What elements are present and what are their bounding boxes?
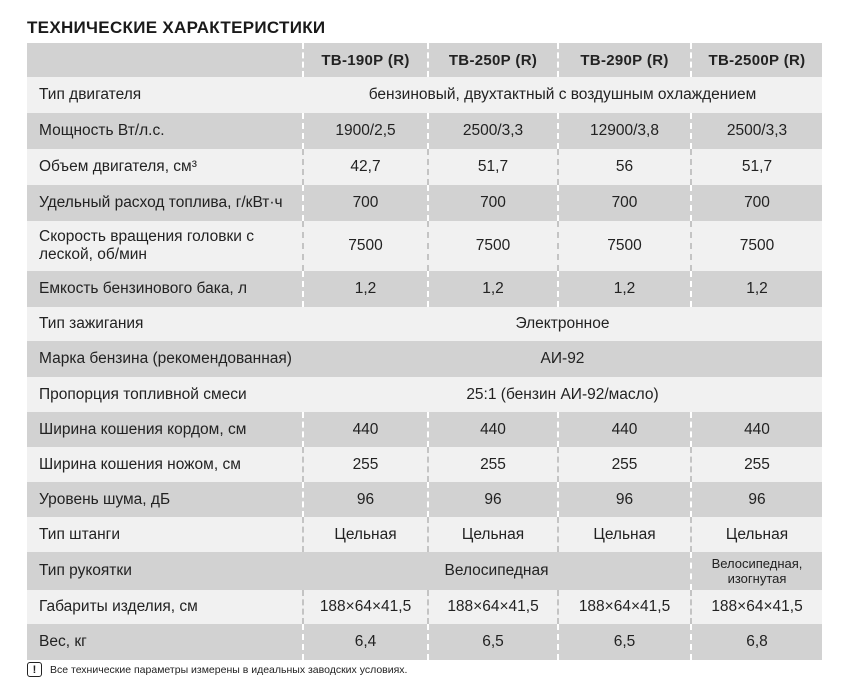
cell-value: 2500/3,3	[691, 113, 822, 149]
model-header: ТВ-190Р (R)	[303, 43, 428, 77]
cell-value	[691, 552, 822, 590]
cell-value-line: изогнутая	[727, 571, 787, 586]
row-label: Емкость бензинового бака, л	[27, 271, 303, 307]
table-row	[27, 113, 822, 149]
cell-value: 255	[428, 447, 558, 482]
row-value: бензиновый, двухтактный с воздушным охлаждением	[303, 77, 822, 113]
model-header: ТВ-250Р (R)	[428, 43, 558, 77]
header-empty-cell	[27, 43, 303, 77]
table-row	[27, 447, 822, 482]
cell-value: 96	[428, 482, 558, 517]
cell-value: 42,7	[303, 149, 428, 185]
table-header-row	[27, 43, 822, 77]
cell-value: 96	[558, 482, 691, 517]
cell-value: 6,8	[691, 624, 822, 660]
row-label: Габариты изделия, см	[27, 590, 303, 624]
cell-value: 2500/3,3	[428, 113, 558, 149]
row-label: Удельный расход топлива, г/кВт·ч	[27, 185, 303, 221]
cell-value: 440	[428, 412, 558, 447]
row-value: АИ-92	[303, 341, 822, 377]
cell-value: 7500	[691, 221, 822, 271]
table-row	[27, 377, 822, 412]
cell-value: 51,7	[691, 149, 822, 185]
table-row	[27, 149, 822, 185]
row-label: Объем двигателя, см³	[27, 149, 303, 185]
row-label: Тип зажигания	[27, 307, 303, 341]
row-value: Электронное	[303, 307, 822, 341]
table-row	[27, 221, 822, 271]
cell-value: 188×64×41,5	[303, 590, 428, 624]
table-row	[27, 412, 822, 447]
row-label-line: леской, об/мин	[39, 246, 147, 263]
page-title: ТЕХНИЧЕСКИЕ ХАРАКТЕРИСТИКИ	[27, 18, 326, 37]
cell-value: Цельная	[303, 517, 428, 552]
cell-value: 7500	[303, 221, 428, 271]
row-label-line: Скорость вращения головки с	[39, 228, 254, 245]
row-label: Уровень шума, дБ	[27, 482, 303, 517]
table-row	[27, 271, 822, 307]
cell-value: 255	[303, 447, 428, 482]
cell-value: 96	[303, 482, 428, 517]
cell-value: 6,5	[558, 624, 691, 660]
row-label: Ширина кошения ножом, см	[27, 447, 303, 482]
cell-value: 6,5	[428, 624, 558, 660]
row-label: Тип двигателя	[27, 77, 303, 113]
cell-value: 1,2	[303, 271, 428, 307]
model-header: ТВ-2500Р (R)	[691, 43, 822, 77]
table-row	[27, 185, 822, 221]
cell-value-line: Велосипедная,	[711, 556, 803, 571]
cell-value: 96	[691, 482, 822, 517]
footnote	[27, 662, 407, 677]
row-label: Марка бензина (рекомендованная)	[27, 341, 303, 377]
cell-value: 1900/2,5	[303, 113, 428, 149]
table-row	[27, 307, 822, 341]
cell-value: 1,2	[558, 271, 691, 307]
cell-value: 188×64×41,5	[428, 590, 558, 624]
cell-value: 12900/3,8	[558, 113, 691, 149]
cell-value: 1,2	[428, 271, 558, 307]
cell-value: 700	[558, 185, 691, 221]
row-label	[27, 221, 303, 271]
cell-value: 51,7	[428, 149, 558, 185]
warning-icon: !	[27, 662, 42, 677]
cell-value: 188×64×41,5	[558, 590, 691, 624]
row-label: Пропорция топливной смеси	[27, 377, 303, 412]
table-row	[27, 517, 822, 552]
row-label: Тип рукоятки	[27, 552, 303, 590]
spec-table	[27, 43, 822, 660]
row-label: Мощность Вт/л.с.	[27, 113, 303, 149]
cell-value: 188×64×41,5	[691, 590, 822, 624]
model-header: ТВ-290Р (R)	[558, 43, 691, 77]
table-row	[27, 552, 822, 590]
cell-value: 700	[691, 185, 822, 221]
cell-value: Цельная	[691, 517, 822, 552]
cell-value: 7500	[558, 221, 691, 271]
cell-value: 700	[303, 185, 428, 221]
cell-value: 440	[691, 412, 822, 447]
table-row	[27, 77, 822, 113]
cell-value: 1,2	[691, 271, 822, 307]
row-value: 25:1 (бензин АИ-92/масло)	[303, 377, 822, 412]
cell-value: 700	[428, 185, 558, 221]
cell-value: 56	[558, 149, 691, 185]
row-label: Ширина кошения кордом, см	[27, 412, 303, 447]
cell-value: Цельная	[428, 517, 558, 552]
cell-value: 255	[691, 447, 822, 482]
footnote-text: Все технические параметры измерены в идеальных заводских условиях.	[50, 663, 408, 676]
table-row	[27, 624, 822, 660]
cell-value: 255	[558, 447, 691, 482]
cell-value: 6,4	[303, 624, 428, 660]
cell-value: 440	[303, 412, 428, 447]
cell-value: Цельная	[558, 517, 691, 552]
table-row	[27, 590, 822, 624]
cell-value: 440	[558, 412, 691, 447]
row-label: Тип штанги	[27, 517, 303, 552]
table-row	[27, 341, 822, 377]
row-label: Вес, кг	[27, 624, 303, 660]
cell-value: 7500	[428, 221, 558, 271]
table-row	[27, 482, 822, 517]
row-value: Велосипедная	[303, 552, 691, 590]
